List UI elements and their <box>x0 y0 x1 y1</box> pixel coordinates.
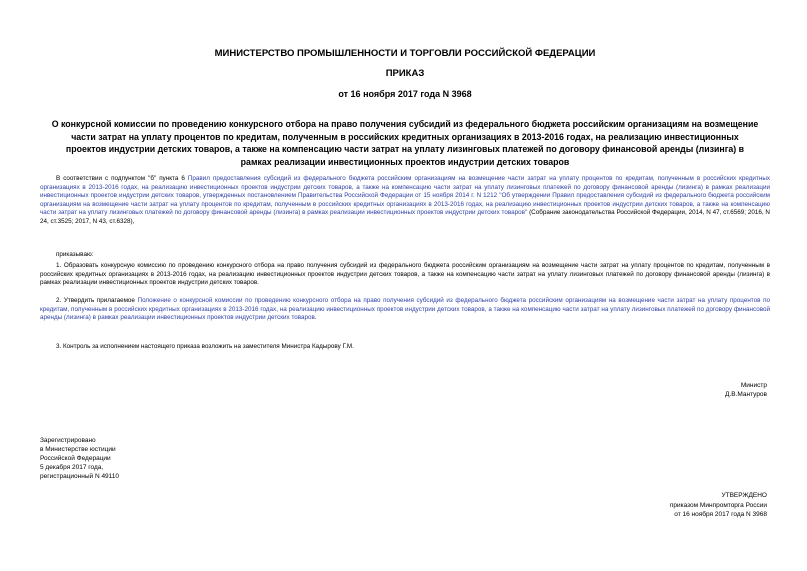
item-2-tail: . <box>314 314 317 322</box>
registration-line-3: Российской Федерации <box>40 455 111 462</box>
signature-name: Д.В.Мантуров <box>725 391 767 398</box>
preamble-tail: (Собрание законодательства Российской Федерации, 2014, N 47, ст.6569; 2016, N 24, ст.3525; 2017, N 43, ст.6328), <box>40 209 770 225</box>
registration-line-1: Зарегистрировано <box>40 437 96 444</box>
item-2-lead: 2. Утвердить прилагаемое <box>56 297 138 304</box>
preamble-lead: В соответствии с подпунктом "б" пункта 6 <box>56 175 188 182</box>
rules-link[interactable]: Правил предоставления субсидий из федерального бюджета российским организациям на возмещение части затрат на уплату процентов по кредитам, полученным в российских кредитных организациях в 2013-2016 годах, на реализацию инвестиционных проектов индустрии детских товаров, а также на компенсацию части затрат на уплату лизинговых платежей по договору финансовой аренды (лизинга) в рамках реализации инвестиционных проектов индустрии детских товаров, утвержденных постановлением Правительства Российской Федерации от 15 ноября 2014 г. N 1212 "Об утверждении Правил предоставления субсидий из федерального бюджета российским организациям на возмещение части затрат на уплату процентов по кредитам, полученным в российских кредитных организациях в 2013-2016 годах, на реализацию инвестиционных проектов индустрии детских товаров, а также на компенсацию части затрат на уплату лизинговых платежей по договору финансовой аренды (лизинга) в рамках реализации инвестиционных проектов индустрии детских товаров" <box>40 175 770 217</box>
item-1-paragraph <box>40 262 770 288</box>
registration-line-4: 5 декабря 2017 года, <box>40 464 104 471</box>
doc-type-heading: ПРИКАЗ <box>385 68 425 79</box>
doc-date-number: от 16 ноября 2017 года N 3968 <box>338 89 472 99</box>
approval-line-1: УТВЕРЖДЕНО <box>721 492 767 499</box>
registration-block <box>40 436 119 481</box>
item-2-paragraph <box>40 297 770 323</box>
approval-block <box>670 491 767 520</box>
approval-line-3: от 16 ноября 2017 года N 3968 <box>674 511 767 519</box>
signature-position: Министр <box>740 382 767 389</box>
item-1-text: 1. Образовать конкурсную комиссию по проведению конкурсного отбора на право получения субсидий из федерального бюджета российским организациям на возмещение части затрат на уплату процентов по кредитам, полученным в российских кредитных организациях в 2013-2016 годах, на реализацию инвестиционных проектов индустрии детских товаров, а также на компенсацию части затрат на уплату лизинговых платежей по договору финансовой аренды (лизинга) в рамках реализации инвестиционных проектов индустрии детских товаров. <box>40 262 770 287</box>
regulation-link[interactable]: Положение о конкурсной комиссии по проведению конкурсного отбора на право получения субсидий из федерального бюджета российским организациям на возмещение части затрат на уплату процентов по кредитам, полученным в российских кредитных организациях в 2013-2016 годах, на реализацию инвестиционных проектов индустрии детских товаров, а также на компенсацию части затрат на уплату лизинговых платежей по договору финансовой аренды (лизинга) в рамках реализации инвестиционных проектов индустрии детских товаров <box>40 297 770 322</box>
registration-line-2: в Министерстве юстиции <box>40 446 116 453</box>
preamble-paragraph <box>40 175 770 227</box>
item-3-text: 3. Контроль за исполнением настоящего приказа возложить на заместителя Министра Кадырову Г.М. <box>56 343 354 350</box>
order-word-text: приказываю: <box>56 251 94 258</box>
document-title: О конкурсной комиссии по проведению конкурсного отбора на право получения субсидий из федерального бюджета российским организациям на возмещение части затрат на уплату процентов по кредитам, полученным в российских кредитных организациях в 2013-2016 годах, на реализацию инвестиционных проектов индустрии детских товаров, а также на компенсацию части затрат на уплату лизинговых платежей по договору финансовой аренды (лизинга) в рамках реализации инвестиционных проектов индустрии детских товаров <box>51 119 759 167</box>
signature-block <box>725 381 767 399</box>
item-3-paragraph <box>40 343 770 352</box>
order-word <box>40 251 770 260</box>
ministry-heading: МИНИСТЕРСТВО ПРОМЫШЛЕННОСТИ И ТОРГОВЛИ РОССИЙСКОЙ ФЕДЕРАЦИИ <box>214 48 596 59</box>
approval-line-2: приказом Минпромторга России <box>669 501 767 509</box>
registration-line-5: регистрационный N 49110 <box>40 473 120 480</box>
